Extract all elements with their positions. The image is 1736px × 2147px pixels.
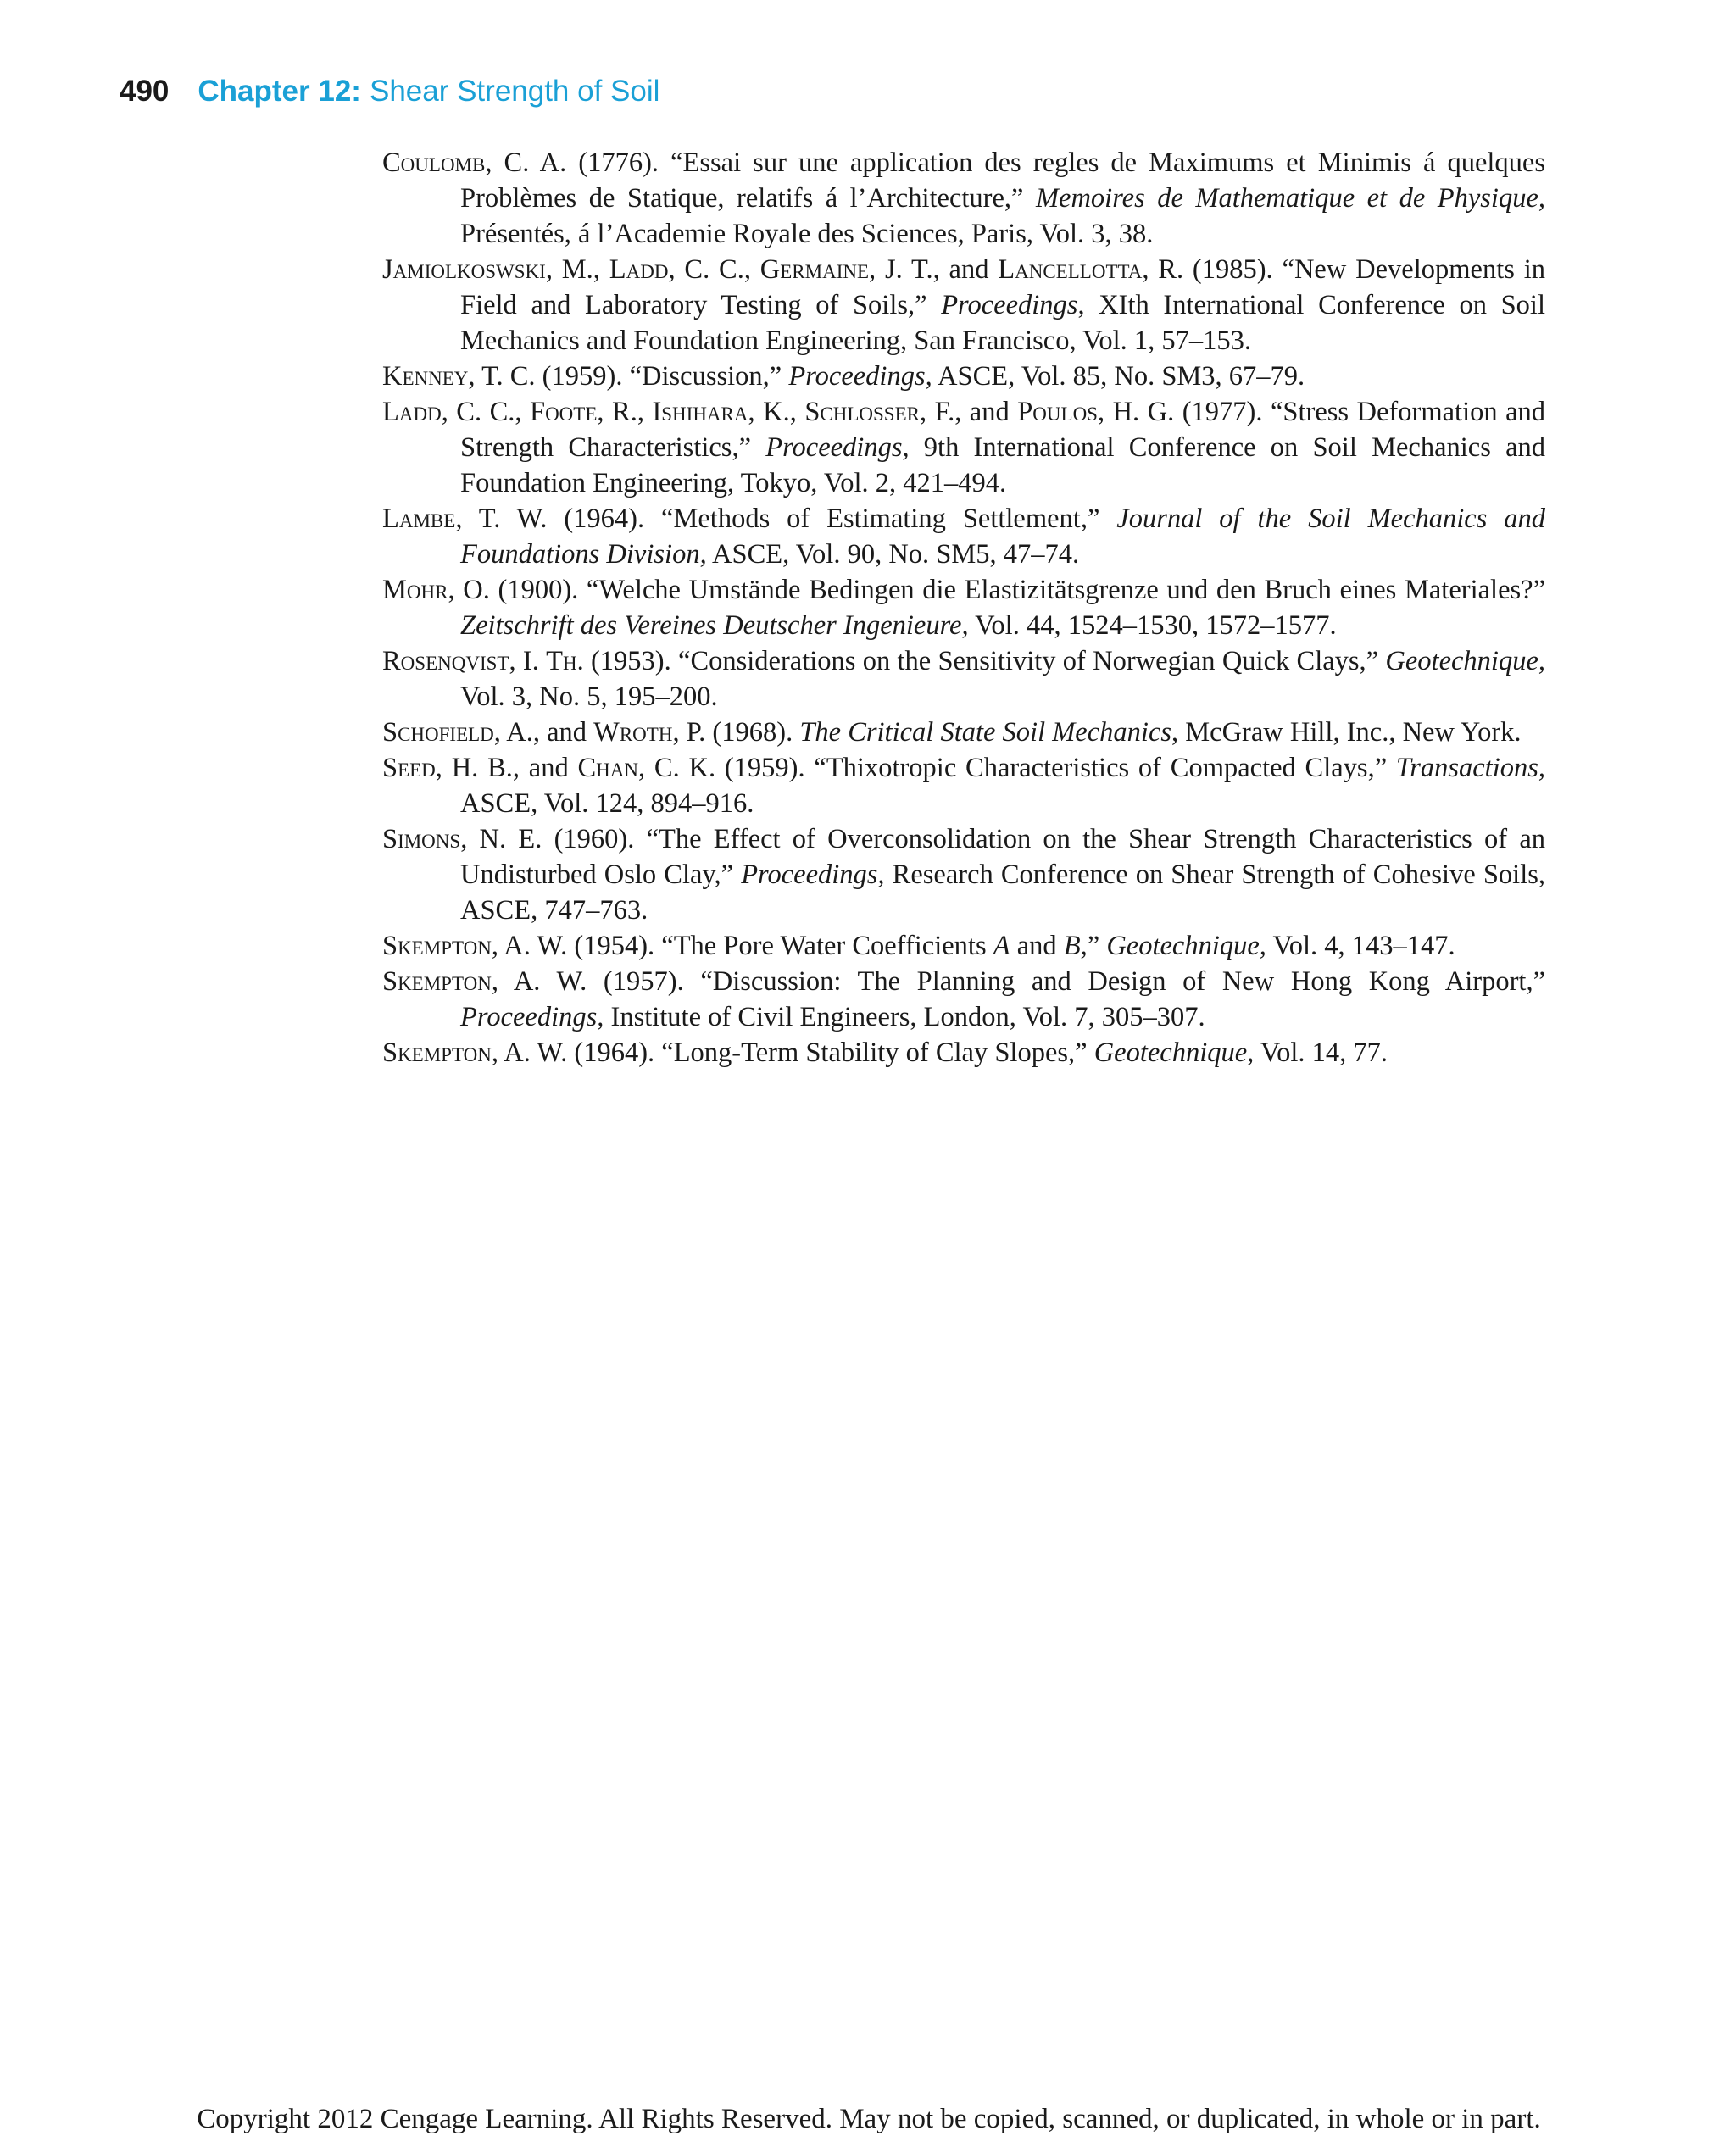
reference-details: , XIth International Conference on Soil Mechanics and Foundation Engineering, San Francisco, Vol. 1, 57–153. xyxy=(460,290,1545,356)
reference-entry xyxy=(382,501,1545,572)
reference-list xyxy=(382,145,1545,1071)
reference-text: . (1953). “Considerations on the Sensitivity of Norwegian Quick Clays,” xyxy=(576,646,1386,676)
copyright-footer xyxy=(0,2100,1736,2138)
reference-author: Seed xyxy=(382,753,436,783)
reference-entry xyxy=(382,1035,1545,1071)
reference-details: Vol. 3, No. 5, 195–200. xyxy=(460,681,718,712)
reference-entry xyxy=(382,643,1545,715)
reference-author: Skempton xyxy=(382,966,492,997)
reference-author: Wroth xyxy=(593,717,673,748)
reference-source: Proceedings xyxy=(941,290,1078,320)
reference-source: Proceedings, xyxy=(788,361,932,392)
reference-author: Simons xyxy=(382,824,461,854)
reference-text: , N. E. (1960). “The Effect of Overconsolidation on the Shear Strength Characteristics of an Undisturbed Oslo Clay,” xyxy=(460,824,1545,890)
page-number: 490 xyxy=(120,75,170,108)
reference-details: ASCE, Vol. 90, No. SM5, 47–74. xyxy=(706,539,1080,570)
reference-source: The Critical State Soil Mechanics xyxy=(799,717,1172,748)
reference-author: Ladd xyxy=(609,254,669,285)
reference-author: Rosenqvist xyxy=(382,646,509,676)
reference-author: Lancellotta xyxy=(998,254,1143,285)
reference-details: Institute of Civil Engineers, London, Vol. 7, 305–307. xyxy=(604,1002,1205,1032)
running-header xyxy=(120,71,659,112)
reference-details: Vol. 44, 1524–1530, 1572–1577. xyxy=(968,610,1337,641)
reference-text: , I. xyxy=(509,646,547,676)
reference-text: , K., xyxy=(748,397,805,427)
reference-source: Proceedings, xyxy=(460,1002,604,1032)
reference-source: Proceedings, xyxy=(765,432,910,463)
reference-entry xyxy=(382,252,1545,359)
reference-text: , A., and xyxy=(493,717,594,748)
reference-text: and xyxy=(1010,931,1064,961)
reference-entry xyxy=(382,359,1545,394)
reference-text: , O. (1900). “Welche Umstände Bedingen die Elastizitätsgrenze und den Bruch eines Materiales?” xyxy=(448,575,1545,605)
reference-source: Geotechnique, xyxy=(1385,646,1545,676)
reference-details: Research Conference on Shear Strength of Cohesive Soils, ASCE, 747–763. xyxy=(460,859,1545,926)
copyright-text: Copyright 2012 Cengage Learning. All Rights Reserved. May not be copied, scanned, or duplicated, in whole or in part. xyxy=(197,2104,1541,2134)
reference-source: Proceedings, xyxy=(741,859,885,890)
reference-text: , C. A. (1776). “Essai sur une application des regles de Maximums et Minimis á quelques Problèmes de Statique, relatifs á l’Architecture,” xyxy=(460,147,1545,214)
reference-entry xyxy=(382,572,1545,643)
reference-author: Kenney xyxy=(382,361,469,392)
reference-details: , McGraw Hill, Inc., New York. xyxy=(1171,717,1522,748)
reference-author: Lambe xyxy=(382,503,456,534)
reference-details: Présentés, á l’Academie Royale des Sciences, Paris, Vol. 3, 38. xyxy=(460,219,1154,249)
reference-details: Vol. 4, 143–147. xyxy=(1266,931,1455,961)
reference-entry xyxy=(382,715,1545,750)
reference-author: Th xyxy=(546,646,577,676)
reference-author: Chan xyxy=(577,753,638,783)
reference-author: Poulos xyxy=(1017,397,1098,427)
reference-author: Skempton xyxy=(382,1037,492,1068)
reference-author: Ladd xyxy=(382,397,442,427)
reference-text: , T. W. (1964). “Methods of Estimating Settlement,” xyxy=(455,503,1117,534)
reference-text: , R. (1985). “New Developments in Field and Laboratory Testing of Soils,” xyxy=(460,254,1545,320)
reference-author: Jamiolkoswski xyxy=(382,254,546,285)
reference-details: Vol. 14, 77. xyxy=(1254,1037,1388,1068)
reference-text: , A. W. (1954). “The Pore Water Coefficients xyxy=(491,931,993,961)
reference-text: , A. W. (1964). “Long-Term Stability of Clay Slopes,” xyxy=(491,1037,1094,1068)
reference-text: , A. W. (1957). “Discussion: The Planning and Design of New Hong Kong Airport,” xyxy=(491,966,1545,997)
reference-author: Ishihara xyxy=(652,397,748,427)
reference-entry xyxy=(382,394,1545,501)
reference-text: , P. (1968). xyxy=(672,717,800,748)
reference-text: , H. B., and xyxy=(435,753,578,783)
reference-entry xyxy=(382,964,1545,1035)
reference-text: , C. K. (1959). “Thixotropic Characteristics of Compacted Clays,” xyxy=(638,753,1396,783)
chapter-title: Shear Strength of Soil xyxy=(369,75,660,108)
reference-author: Skempton xyxy=(382,931,492,961)
reference-text: , R., xyxy=(597,397,653,427)
reference-text: , J. T., and xyxy=(869,254,999,285)
reference-text: , C. C., xyxy=(441,397,530,427)
reference-text: , M., xyxy=(545,254,609,285)
reference-details: 9th International Conference on Soil Mechanics and Foundation Engineering, Tokyo, Vol. 2, 421–494. xyxy=(460,432,1545,498)
chapter-label: Chapter 12: xyxy=(198,75,361,108)
reference-entry xyxy=(382,821,1545,928)
reference-entry xyxy=(382,145,1545,252)
reference-author: Schlosser xyxy=(804,397,920,427)
reference-source: Zeitschrift des Vereines Deutscher Ingenieure, xyxy=(460,610,969,641)
reference-author: Mohr xyxy=(382,575,448,605)
reference-author: Schofield xyxy=(382,717,494,748)
reference-text: , H. G. (1977). “Stress Deformation and Strength Characteristics,” xyxy=(460,397,1546,463)
reference-source: Transactions, xyxy=(1395,753,1546,783)
reference-entry xyxy=(382,928,1545,964)
reference-author: Foote xyxy=(530,397,598,427)
reference-text: , C. C., xyxy=(668,254,760,285)
reference-symbol: A xyxy=(993,931,1010,961)
reference-author: Germaine xyxy=(760,254,870,285)
reference-details: ASCE, Vol. 85, No. SM3, 67–79. xyxy=(932,361,1305,392)
reference-details: ASCE, Vol. 124, 894–916. xyxy=(460,788,754,819)
reference-source: Memoires de Mathematique et de Physique, xyxy=(1035,183,1546,214)
reference-source: Journal of the Soil Mechanics and Foundations Division, xyxy=(460,503,1545,570)
reference-text: , F., and xyxy=(919,397,1018,427)
reference-source: Geotechnique, xyxy=(1106,931,1266,961)
reference-text: ” xyxy=(1087,931,1107,961)
reference-symbol: B, xyxy=(1063,931,1088,961)
reference-author: Coulomb xyxy=(382,147,486,178)
reference-entry xyxy=(382,750,1545,821)
reference-text: , T. C. (1959). “Discussion,” xyxy=(468,361,789,392)
reference-source: Geotechnique, xyxy=(1093,1037,1255,1068)
